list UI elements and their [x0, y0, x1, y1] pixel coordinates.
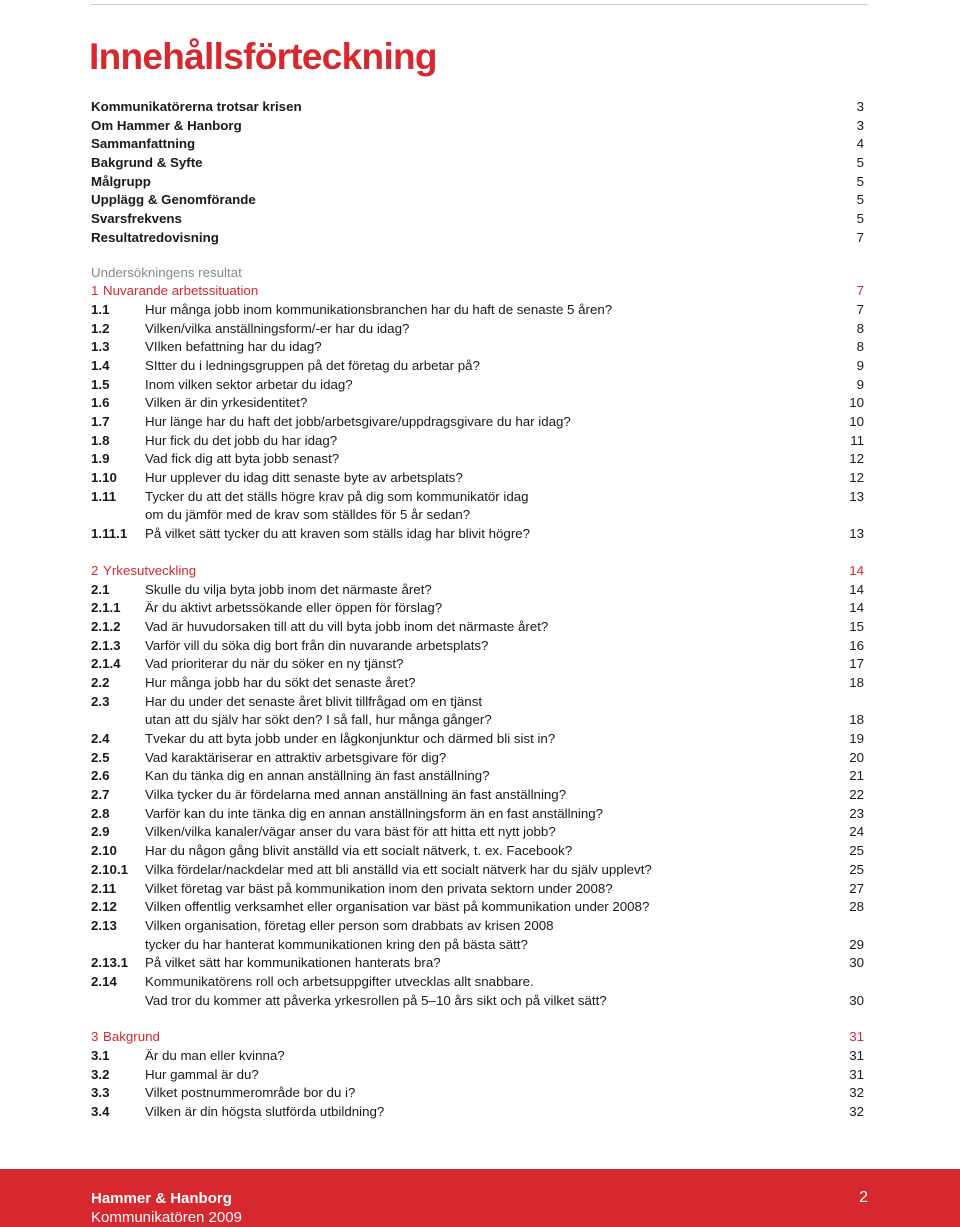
toc-item-label: Skulle du vilja byta jobb inom det närmaste året? — [145, 581, 432, 597]
toc-subitem[interactable] — [91, 655, 864, 674]
toc-subitem[interactable] — [91, 898, 864, 917]
section-number: 3 — [91, 1029, 99, 1045]
section-title-label: Nuvarande arbetssituation — [103, 283, 259, 299]
toc-item-number: 3.3 — [91, 1085, 110, 1101]
section-title-label: Yrkesutveckling — [103, 562, 197, 578]
toc-item-number: 2.2 — [91, 674, 110, 690]
footer-brand: Hammer & Hanborg — [91, 1190, 232, 1207]
toc-item-number: 2.14 — [91, 973, 117, 989]
section-page: 7 — [856, 283, 864, 299]
toc-subitem[interactable] — [91, 450, 864, 469]
toc-item-number: 2.6 — [91, 768, 110, 784]
toc-spacer — [91, 544, 864, 562]
toc-subitem[interactable] — [91, 749, 864, 768]
footer-page-number: 2 — [859, 1189, 868, 1206]
toc-item-page: 15 — [849, 618, 864, 634]
section-title-label: Bakgrund — [103, 1029, 160, 1045]
footer-subtitle: Kommunikatören 2009 — [91, 1209, 242, 1226]
toc-item-number: 2.1.2 — [91, 618, 121, 634]
toc-spacer — [91, 1010, 864, 1028]
toc-item-label: Kommunikatörerna trotsar krisen — [91, 99, 302, 114]
toc-front-item[interactable] — [91, 191, 864, 210]
toc-front-item[interactable] — [91, 210, 864, 229]
toc-item-label: Vilken organisation, företag eller person som drabbats av krisen 2008 — [145, 917, 554, 933]
toc-item-page: 22 — [849, 787, 864, 803]
toc-subitem[interactable] — [91, 413, 864, 432]
toc-item-label: Vilka fördelar/nackdelar med att bli anställd via ett socialt nätverk har du själv upplevt? — [145, 861, 652, 877]
toc-item-label: Hur gammal är du? — [145, 1066, 259, 1082]
toc-item-label: Vad fick dig att byta jobb senast? — [145, 451, 340, 467]
toc-item-label: Hur många jobb har du sökt det senaste året? — [145, 674, 416, 690]
toc-item-number: 1.11 — [91, 488, 117, 504]
toc-section-title[interactable] — [91, 1028, 864, 1047]
toc-item-number: 2.11 — [91, 880, 117, 896]
toc-item-label: Tvekar du att byta jobb under en lågkonjunktur och därmed bli sist in? — [145, 731, 556, 746]
toc-item-label: Hur upplever du idag ditt senaste byte av arbetsplats? — [145, 470, 463, 486]
toc-subitem[interactable] — [91, 599, 864, 618]
toc-item-number: 1.10 — [91, 470, 117, 486]
toc-item-label: Är du man eller kvinna? — [145, 1048, 285, 1063]
toc-item-page: 28 — [849, 899, 864, 915]
toc-item-label: Vilket postnummerområde bor du i? — [145, 1085, 356, 1101]
toc-spacer — [91, 248, 864, 264]
toc-item-page: 7 — [856, 301, 864, 317]
toc-section-header — [91, 264, 864, 283]
toc-item-page: 32 — [849, 1085, 864, 1101]
toc-item-page: 8 — [856, 320, 864, 336]
toc-item-page: 27 — [849, 880, 864, 896]
toc-subitem[interactable] — [91, 805, 864, 824]
toc-item-number: 3.4 — [91, 1104, 110, 1120]
toc-subitem[interactable] — [91, 320, 864, 339]
toc-item-page: 13 — [849, 526, 864, 542]
toc-subitem[interactable] — [91, 376, 864, 395]
toc-item-page: 10 — [849, 414, 864, 429]
toc-item-page: 3 — [856, 117, 864, 133]
toc-item-number: 1.4 — [91, 357, 110, 373]
toc-item-page: 5 — [856, 192, 864, 208]
toc-item-label: Sammanfattning — [91, 136, 196, 152]
toc-item-number: 2.4 — [91, 731, 110, 746]
toc-item-number: 1.11.1 — [91, 526, 128, 542]
toc-item-label: Varför kan du inte tänka dig en annan anställningsform än en fast anställning? — [145, 805, 604, 821]
toc-item-page: 25 — [849, 861, 864, 877]
toc-item-label: Vad tror du kommer att påverka yrkesrollen på 5–10 års sikt och på vilket sätt? — [145, 992, 607, 1008]
toc-item-label: Vilka tycker du är fördelarna med annan anställning än fast anställning? — [145, 787, 567, 803]
toc-item-number: 2.13.1 — [91, 955, 128, 971]
toc-item-number: 3.2 — [91, 1066, 110, 1082]
toc-item-page: 20 — [849, 749, 864, 765]
toc-item-page: 3 — [856, 99, 864, 114]
toc-item-page: 4 — [856, 136, 864, 152]
toc-subitem[interactable] — [91, 842, 864, 861]
toc-item-label: Vilken/vilka kanaler/vägar anser du vara bäst för att hitta ett nytt jobb? — [145, 824, 556, 840]
toc-item-label: Vad karaktäriserar en attraktiv arbetsgivare för dig? — [145, 749, 447, 765]
toc-item-label: Vilken offentlig verksamhet eller organisation var bäst på kommunikation under 2008? — [145, 899, 650, 915]
toc-item-page: 24 — [849, 824, 864, 840]
section-page: 31 — [849, 1029, 864, 1045]
section-page: 14 — [849, 562, 864, 578]
toc-subitem[interactable] — [91, 488, 864, 507]
toc-item-label: På vilket sätt tycker du att kraven som ställs idag har blivit högre? — [145, 526, 531, 542]
toc-item-label: Vilken/vilka anställningsform/-er har du idag? — [145, 320, 410, 336]
toc-item-label: om du jämför med de krav som ställdes för 5 år sedan? — [145, 507, 471, 523]
toc-subitem[interactable] — [91, 917, 864, 936]
toc-item-number: 2.12 — [91, 899, 117, 915]
toc-item-page: 9 — [856, 357, 864, 373]
toc-item-label: utan att du själv har sökt den? I så fall, hur många gånger? — [145, 712, 492, 728]
toc-item-page: 11 — [850, 432, 864, 448]
toc-item-page: 25 — [849, 843, 864, 859]
toc-subitem[interactable] — [91, 1047, 864, 1066]
toc-item-number: 2.1.3 — [91, 637, 121, 653]
toc-subitem[interactable] — [91, 618, 864, 637]
toc-item-page: 18 — [849, 674, 864, 690]
toc-subitem[interactable] — [91, 861, 864, 880]
toc-item-page: 30 — [849, 992, 864, 1008]
toc-item-number: 1.1 — [91, 301, 110, 317]
toc-subitem[interactable] — [91, 954, 864, 973]
toc-item-number: 1.7 — [91, 414, 110, 429]
toc-front-item[interactable] — [91, 98, 864, 117]
toc-item-number: 2.1.1 — [91, 600, 121, 616]
toc-item-label: Vilken är din högsta slutförda utbildning? — [145, 1104, 385, 1120]
toc-subitem[interactable] — [91, 525, 864, 544]
toc-subitem[interactable] — [91, 936, 864, 955]
toc-item-label: Om Hammer & Hanborg — [91, 117, 242, 133]
toc-item-label: Upplägg & Genomförande — [91, 192, 256, 208]
toc-subitem[interactable] — [91, 674, 864, 693]
toc-item-page: 7 — [856, 229, 864, 245]
toc-item-page: 29 — [849, 936, 864, 952]
toc-item-number: 2.7 — [91, 787, 110, 803]
toc-item-page: 17 — [849, 656, 864, 672]
toc-subitem[interactable] — [91, 973, 864, 992]
toc-subitem[interactable] — [91, 823, 864, 842]
toc-item-label: Varför vill du söka dig bort från din nuvarande arbetsplats? — [145, 637, 489, 653]
toc-item-page: 9 — [856, 376, 864, 392]
toc-subitem[interactable] — [91, 693, 864, 712]
toc-item-label: Målgrupp — [91, 173, 151, 189]
toc-item-page: 19 — [849, 731, 864, 746]
toc-item-number: 1.3 — [91, 339, 110, 355]
toc-item-label: SItter du i ledningsgruppen på det företag du arbetar på? — [145, 357, 480, 373]
toc-item-number: 1.9 — [91, 451, 110, 467]
toc-item-page: 12 — [849, 470, 864, 486]
section-header-label: Undersökningens resultat — [91, 264, 242, 280]
toc-item-page: 8 — [856, 339, 864, 355]
toc-item-label: Vad är huvudorsaken till att du vill byta jobb inom det närmaste året? — [145, 618, 549, 634]
footer — [0, 1169, 960, 1227]
toc-item-label: Hur fick du det jobb du har idag? — [145, 432, 338, 448]
toc-item-number: 2.10.1 — [91, 861, 128, 877]
toc-item-label: Vilket företag var bäst på kommunikation inom den privata sektorn under 2008? — [145, 880, 613, 896]
section-number: 1 — [91, 283, 99, 299]
toc-subitem[interactable] — [91, 432, 864, 451]
toc-item-number: 1.8 — [91, 432, 110, 448]
toc-subitem[interactable] — [91, 1066, 864, 1085]
toc-subitem[interactable] — [91, 711, 864, 730]
toc-item-number: 3.1 — [91, 1048, 110, 1063]
toc-item-label: Vad prioriterar du när du söker en ny tjänst? — [145, 656, 404, 672]
toc-front-item[interactable] — [91, 154, 864, 173]
toc-item-number: 2.10 — [91, 843, 117, 859]
toc-subitem[interactable] — [91, 338, 864, 357]
toc-item-page: 10 — [849, 395, 864, 411]
toc-item-page: 30 — [849, 955, 864, 971]
toc-subitem[interactable] — [91, 357, 864, 376]
toc-subitem[interactable] — [91, 301, 864, 320]
toc-subitem[interactable] — [91, 730, 864, 749]
toc-item-number: 1.2 — [91, 320, 110, 336]
toc-subitem[interactable] — [91, 506, 864, 525]
toc-item-label: VIlken befattning har du idag? — [145, 339, 322, 355]
toc-subitem[interactable] — [91, 469, 864, 488]
toc-item-label: Tycker du att det ställs högre krav på dig som kommunikatör idag — [145, 488, 529, 504]
table-of-contents — [91, 98, 864, 1122]
toc-section-title[interactable] — [91, 562, 864, 581]
toc-item-number: 2.8 — [91, 805, 110, 821]
toc-item-page: 31 — [849, 1066, 864, 1082]
toc-subitem[interactable] — [91, 581, 864, 600]
toc-item-label: Är du aktivt arbetssökande eller öppen för förslag? — [145, 600, 443, 616]
toc-subitem[interactable] — [91, 992, 864, 1011]
toc-item-number: 1.6 — [91, 395, 110, 411]
toc-front-item[interactable] — [91, 173, 864, 192]
toc-front-item[interactable] — [91, 117, 864, 136]
toc-front-item[interactable] — [91, 135, 864, 154]
toc-subitem[interactable] — [91, 1103, 864, 1122]
toc-item-number: 2.5 — [91, 749, 110, 765]
toc-subitem[interactable] — [91, 1084, 864, 1103]
toc-item-number: 2.3 — [91, 693, 110, 709]
toc-item-page: 16 — [849, 637, 864, 653]
toc-item-page: 32 — [849, 1104, 864, 1120]
toc-item-page: 5 — [856, 211, 864, 227]
toc-item-label: Inom vilken sektor arbetar du idag? — [145, 376, 353, 392]
toc-item-label: Hur länge har du haft det jobb/arbetsgivare/uppdragsgivare du har idag? — [145, 414, 571, 429]
section-number: 2 — [91, 562, 99, 578]
page-title: Innehållsförteckning — [89, 36, 437, 77]
toc-item-label: Bakgrund & Syfte — [91, 155, 203, 171]
toc-item-page: 14 — [849, 600, 864, 616]
toc-item-page: 13 — [849, 488, 864, 504]
toc-subitem[interactable] — [91, 637, 864, 656]
toc-item-number: 2.1.4 — [91, 656, 121, 672]
toc-item-label: Kommunikatörens roll och arbetsuppgifter utvecklas allt snabbare. — [145, 973, 534, 989]
toc-item-page: 14 — [849, 581, 864, 597]
toc-item-number: 1.5 — [91, 376, 110, 392]
toc-item-page: 31 — [849, 1048, 864, 1063]
toc-item-label: tycker du har hanterat kommunikationen kring den på bästa sätt? — [145, 936, 528, 952]
toc-section-title[interactable] — [91, 282, 864, 301]
toc-item-label: Har du under det senaste året blivit tillfrågad om en tjänst — [145, 693, 483, 709]
toc-item-page: 21 — [849, 768, 864, 784]
toc-subitem[interactable] — [91, 394, 864, 413]
toc-front-item[interactable] — [91, 229, 864, 248]
toc-subitem[interactable] — [91, 767, 864, 786]
toc-item-label: Vilken är din yrkesidentitet? — [145, 395, 308, 411]
toc-item-label: Har du någon gång blivit anställd via ett socialt nätverk, t. ex. Facebook? — [145, 843, 573, 859]
toc-item-label: På vilket sätt har kommunikationen hanterats bra? — [145, 955, 441, 971]
toc-item-label: Kan du tänka dig en annan anställning än fast anställning? — [145, 768, 490, 784]
toc-item-label: Hur många jobb inom kommunikationsbranchen har du haft de senaste 5 åren? — [145, 301, 613, 317]
toc-subitem[interactable] — [91, 880, 864, 899]
toc-item-label: Svarsfrekvens — [91, 211, 182, 227]
top-rule — [91, 4, 868, 5]
toc-item-page: 5 — [856, 155, 864, 171]
toc-item-page: 5 — [856, 173, 864, 189]
toc-item-number: 2.1 — [91, 581, 110, 597]
toc-item-number: 2.9 — [91, 824, 110, 840]
toc-item-page: 18 — [849, 712, 864, 728]
toc-item-number: 2.13 — [91, 917, 117, 933]
toc-item-page: 12 — [849, 451, 864, 467]
toc-subitem[interactable] — [91, 786, 864, 805]
toc-item-label: Resultatredovisning — [91, 229, 219, 245]
toc-item-page: 23 — [849, 805, 864, 821]
